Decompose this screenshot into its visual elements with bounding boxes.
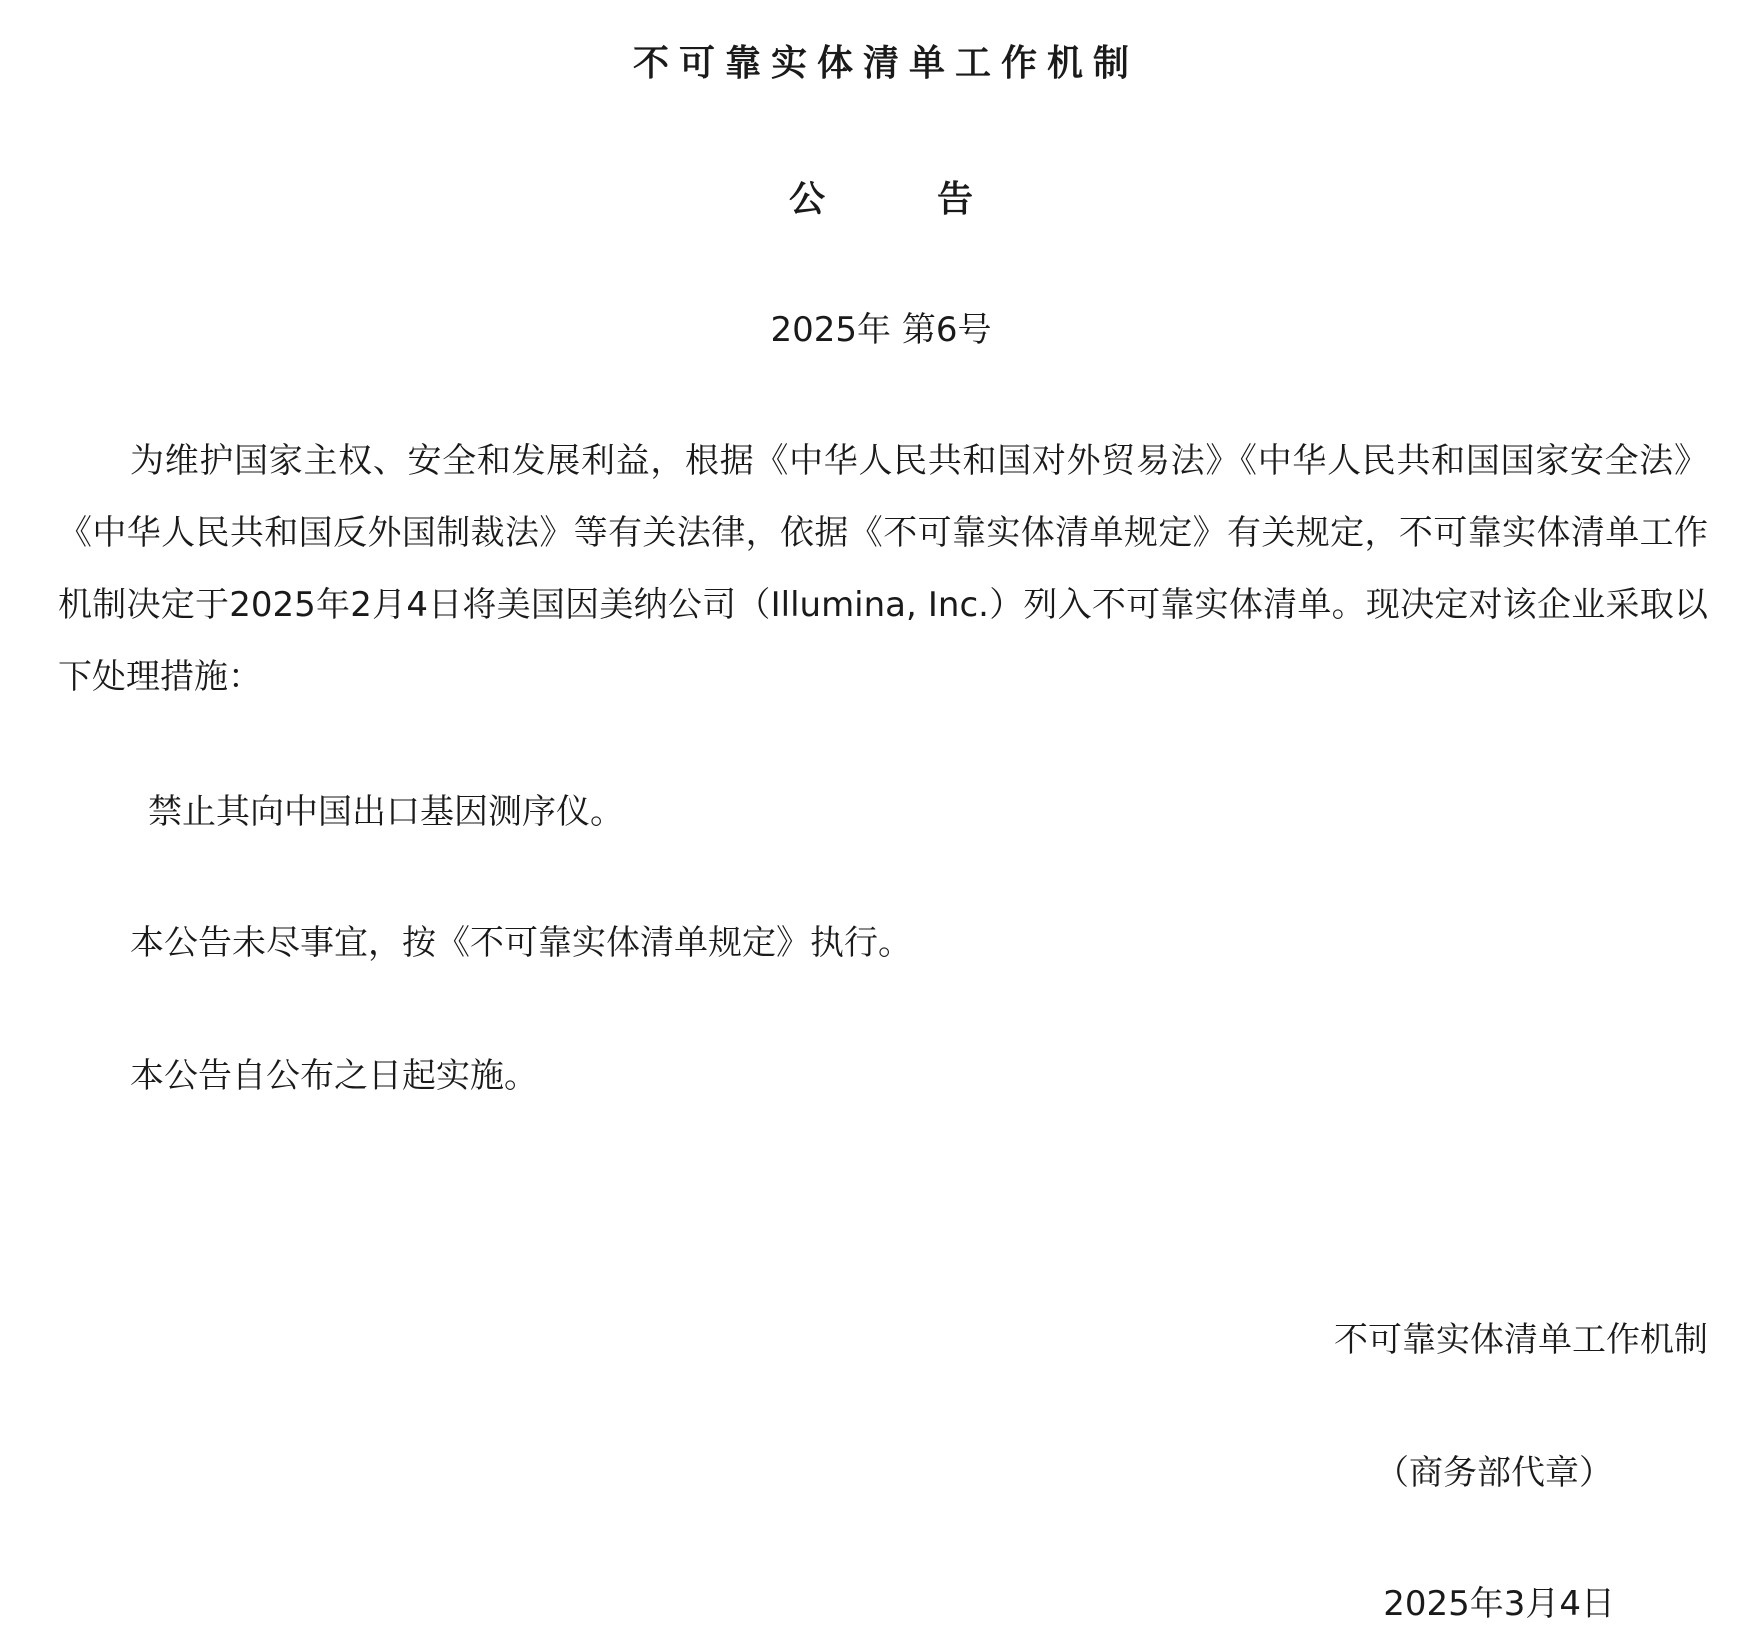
document-title: 不可靠实体清单工作机制	[632, 43, 1139, 84]
signature-organization: 不可靠实体清单工作机制	[1334, 1320, 1708, 1360]
notice-heading: 公告	[788, 179, 1085, 220]
body-paragraph: 为维护国家主权、安全和发展利益，根据《中华人民共和国对外贸易法》《中华人民共和国国家安全法》《中华人民共和国反外国制裁法》等有关法律，依据《不可靠实体清单规定》有关规定，不可靠实体清单工作机制决定于2025年2月4日将美国因美纳公司（Illumina, Inc.）列入不可靠实体清单。现决定对该企业采取以下处理措施：	[58, 441, 1708, 697]
document-number: 2025年 第6号	[770, 310, 992, 350]
implementation-rule: 本公告未尽事宜，按《不可靠实体清单规定》执行。	[130, 923, 912, 963]
effective-date-rule: 本公告自公布之日起实施。	[130, 1056, 538, 1096]
measure-item: 禁止其向中国出口基因测序仪。	[148, 792, 624, 832]
signature-date: 2025年3月4日	[1383, 1584, 1615, 1624]
signature-seal-note: （商务部代章）	[1375, 1453, 1613, 1493]
